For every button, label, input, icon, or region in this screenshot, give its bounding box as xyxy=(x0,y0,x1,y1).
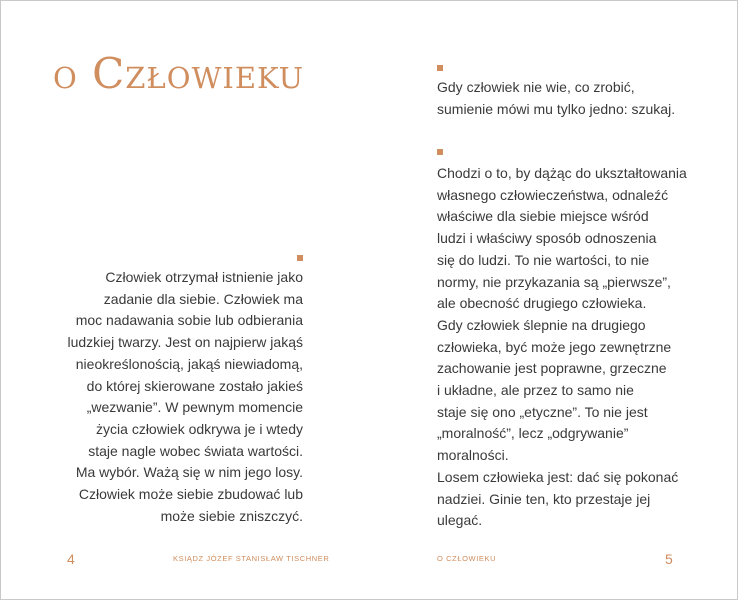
text-line: Gdy człowiek ślepnie na drugiego xyxy=(437,316,646,333)
text-line: własnego człowieczeństwa, odnaleźć xyxy=(437,186,669,203)
text-line: ludzkiej twarzy. Jest on najpierw jakąś xyxy=(67,334,303,351)
text-line: moralności. xyxy=(437,447,509,464)
paragraph-marker xyxy=(437,65,443,71)
text-line: zadanie dla siebie. Człowiek ma xyxy=(103,290,303,307)
text-line: normy, nie przykazania są „pierwsze”, xyxy=(437,273,671,290)
text-line: „wezwanie”. W pewnym momencie xyxy=(86,399,303,416)
right-paragraph-2 xyxy=(437,163,697,532)
paragraph-marker xyxy=(297,255,303,261)
text-line: ale obecność drugiego człowieka. xyxy=(437,295,647,312)
text-line: Ma wybór. Ważą się w nim jego losy. xyxy=(75,464,303,481)
chapter-title: o Człowieku xyxy=(53,49,305,98)
text-line: nadziei. Ginie ten, kto przestaje jej xyxy=(437,490,651,507)
text-line: właściwe dla siebie miejsce wśród xyxy=(437,208,649,225)
text-line: Człowiek otrzymał istnienie jako xyxy=(105,269,303,285)
page-number-left: 4 xyxy=(67,551,75,567)
text-line: sumienie mówi mu tylko jedno: szukaj. xyxy=(437,100,676,117)
text-line: ulegać. xyxy=(437,512,483,529)
text-line: się do ludzi. To nie wartości, to nie xyxy=(437,251,650,268)
running-head-right: O CZŁOWIEKU xyxy=(437,554,497,563)
text-line: „moralność”, lecz „odgrywanie” xyxy=(437,425,629,442)
text-line: Człowiek może siebie zbudować lub xyxy=(78,486,303,503)
text-line: Gdy człowiek nie wie, co zrobić, xyxy=(437,79,635,95)
text-line: życia człowiek odkrywa je i wtedy xyxy=(96,420,303,437)
text-line: nieokreślonością, jakąś niewiadomą, xyxy=(75,355,303,372)
text-line: moc nadawania sobie lub odbierania xyxy=(75,312,303,329)
text-line: może siebie zniszczyć. xyxy=(160,507,303,524)
paragraph-marker xyxy=(437,149,443,155)
text-line: i układne, ale przez to samo nie xyxy=(437,382,634,399)
left-paragraph xyxy=(61,267,303,527)
page-number-right: 5 xyxy=(665,551,673,567)
running-head-left: KSIĄDZ JÓZEF STANISŁAW TISCHNER xyxy=(173,554,330,563)
text-line: zachowanie jest poprawne, grzeczne xyxy=(437,360,667,377)
text-line: do której skierowane zostało jakieś xyxy=(86,377,303,394)
text-line: ludzi i właściwy sposób odnoszenia xyxy=(437,230,657,247)
text-line: Losem człowieka jest: dać się pokonać xyxy=(437,468,679,485)
text-line: staje nagle wobec świata wartości. xyxy=(88,442,303,459)
right-paragraph-1 xyxy=(437,77,697,120)
text-line: staje się ono „etyczne”. To nie jest xyxy=(437,403,648,420)
text-line: Chodzi o to, by dążąc do ukształtowania xyxy=(437,165,687,181)
text-line: człowieka, być może jego zewnętrzne xyxy=(437,338,672,355)
